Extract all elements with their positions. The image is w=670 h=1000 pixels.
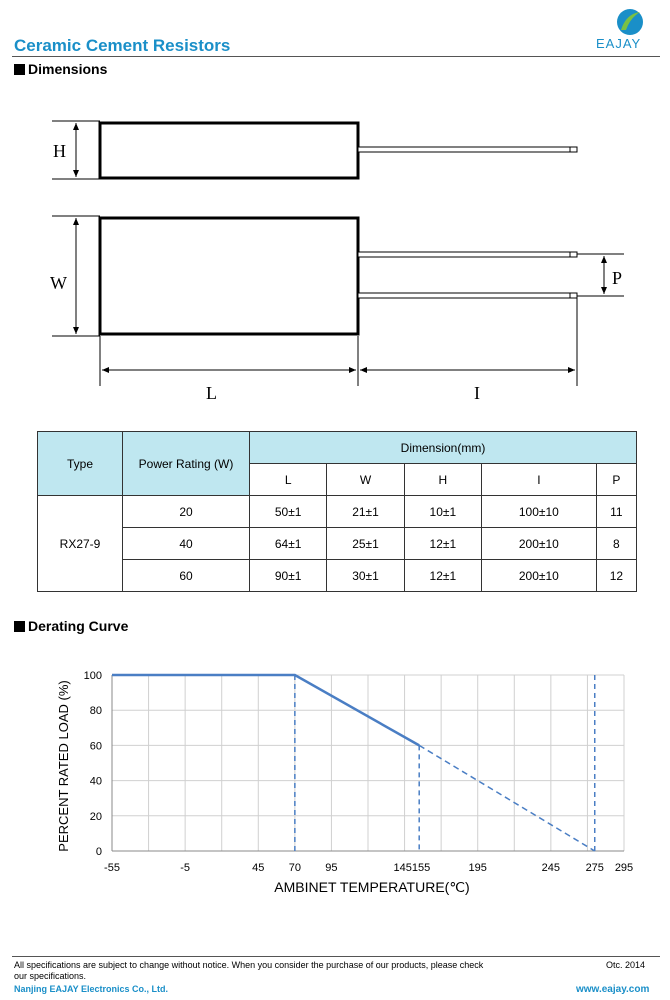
x-tick-label: 195 <box>468 862 487 874</box>
x-tick-label: -5 <box>180 862 191 874</box>
chart-y-ticks <box>84 670 102 858</box>
footer-company: Nanjing EAJAY Electronics Co., Ltd. <box>14 984 169 994</box>
side-view-body <box>100 123 358 178</box>
chart-x-ticks <box>104 862 633 874</box>
x-tick-label: 275 <box>585 862 604 874</box>
logo-text: EAJAY <box>596 36 642 51</box>
section-bullet <box>14 64 25 75</box>
section-dimensions <box>14 61 107 77</box>
footer-date: Otc. 2014 <box>606 960 646 970</box>
y-tick-label: 40 <box>89 775 102 788</box>
header-col-W: W <box>327 464 404 496</box>
h-cell: 10±1 <box>404 496 481 528</box>
top-view-lead-2 <box>358 293 570 298</box>
label-W: W <box>50 273 67 293</box>
h-cell: 12±1 <box>404 560 481 592</box>
header-power: Power Rating (W) <box>123 432 250 496</box>
derating-chart <box>0 650 670 900</box>
header-type: Type <box>38 432 123 496</box>
p-cell: 12 <box>596 560 636 592</box>
side-view-lead-tip <box>570 147 577 152</box>
header-col-P: P <box>596 464 636 496</box>
p-cell: 11 <box>596 496 636 528</box>
i-cell: 100±10 <box>481 496 596 528</box>
header-dimension: Dimension(mm) <box>250 432 637 464</box>
chart-grid <box>112 675 624 851</box>
dimension-drawing <box>0 100 670 410</box>
x-tick-label: 145155 <box>393 862 431 874</box>
top-view-lead-1 <box>358 252 570 257</box>
label-L: L <box>206 383 217 403</box>
dimension-table <box>37 431 637 592</box>
w-cell: 25±1 <box>327 528 404 560</box>
footer-note: All specifications are subject to change without notice. When you consider the purchase of our products, please check our specifications. <box>14 960 484 981</box>
footer-website[interactable]: www.eajay.com <box>576 984 650 995</box>
x-tick-label: 45 <box>252 862 265 874</box>
section-derating-label: Derating Curve <box>28 618 129 634</box>
header-col-L: L <box>250 464 327 496</box>
document-title: Ceramic Cement Resistors <box>14 36 231 55</box>
power-cell: 60 <box>123 560 250 592</box>
w-cell: 30±1 <box>327 560 404 592</box>
table-row <box>38 528 637 560</box>
h-cell: 12±1 <box>404 528 481 560</box>
p-cell: 8 <box>596 528 636 560</box>
x-tick-label: 295 <box>614 862 634 874</box>
section-dimensions-label: Dimensions <box>28 61 108 77</box>
power-cell: 20 <box>123 496 250 528</box>
top-view-body <box>100 218 358 334</box>
y-tick-label: 20 <box>89 810 102 823</box>
y-tick-label: 100 <box>83 670 102 682</box>
label-H: H <box>53 141 66 161</box>
table-row <box>38 560 637 592</box>
x-tick-label: 70 <box>288 862 301 874</box>
chart-y-label: PERCENT RATED LOAD (%) <box>56 680 71 852</box>
section-derating <box>14 618 128 634</box>
x-tick-label: 95 <box>325 862 338 874</box>
l-cell: 90±1 <box>250 560 327 592</box>
i-cell: 200±10 <box>481 528 596 560</box>
table-row <box>38 496 637 528</box>
y-tick-label: 80 <box>89 705 102 718</box>
y-tick-label: 60 <box>89 740 102 753</box>
logo-circle <box>617 9 643 35</box>
label-P: P <box>612 268 623 288</box>
type-cell: RX27-9 <box>38 496 123 592</box>
l-cell: 50±1 <box>250 496 327 528</box>
chart-x-label: AMBINET TEMPERATURE(℃) <box>274 879 470 895</box>
w-cell: 21±1 <box>327 496 404 528</box>
x-tick-label: 245 <box>541 862 561 874</box>
power-cell: 40 <box>123 528 250 560</box>
header-col-H: H <box>404 464 481 496</box>
i-cell: 200±10 <box>481 560 596 592</box>
label-I: I <box>474 383 480 403</box>
header-rule <box>12 56 660 57</box>
y-tick-label: 0 <box>95 846 102 858</box>
header-col-I: I <box>481 464 596 496</box>
side-view-lead <box>358 147 570 152</box>
footer-rule <box>12 956 660 957</box>
section-bullet <box>14 621 25 632</box>
x-tick-label: -55 <box>104 862 120 874</box>
chart-series <box>112 675 595 851</box>
l-cell: 64±1 <box>250 528 327 560</box>
derating-extension-line <box>419 745 595 851</box>
